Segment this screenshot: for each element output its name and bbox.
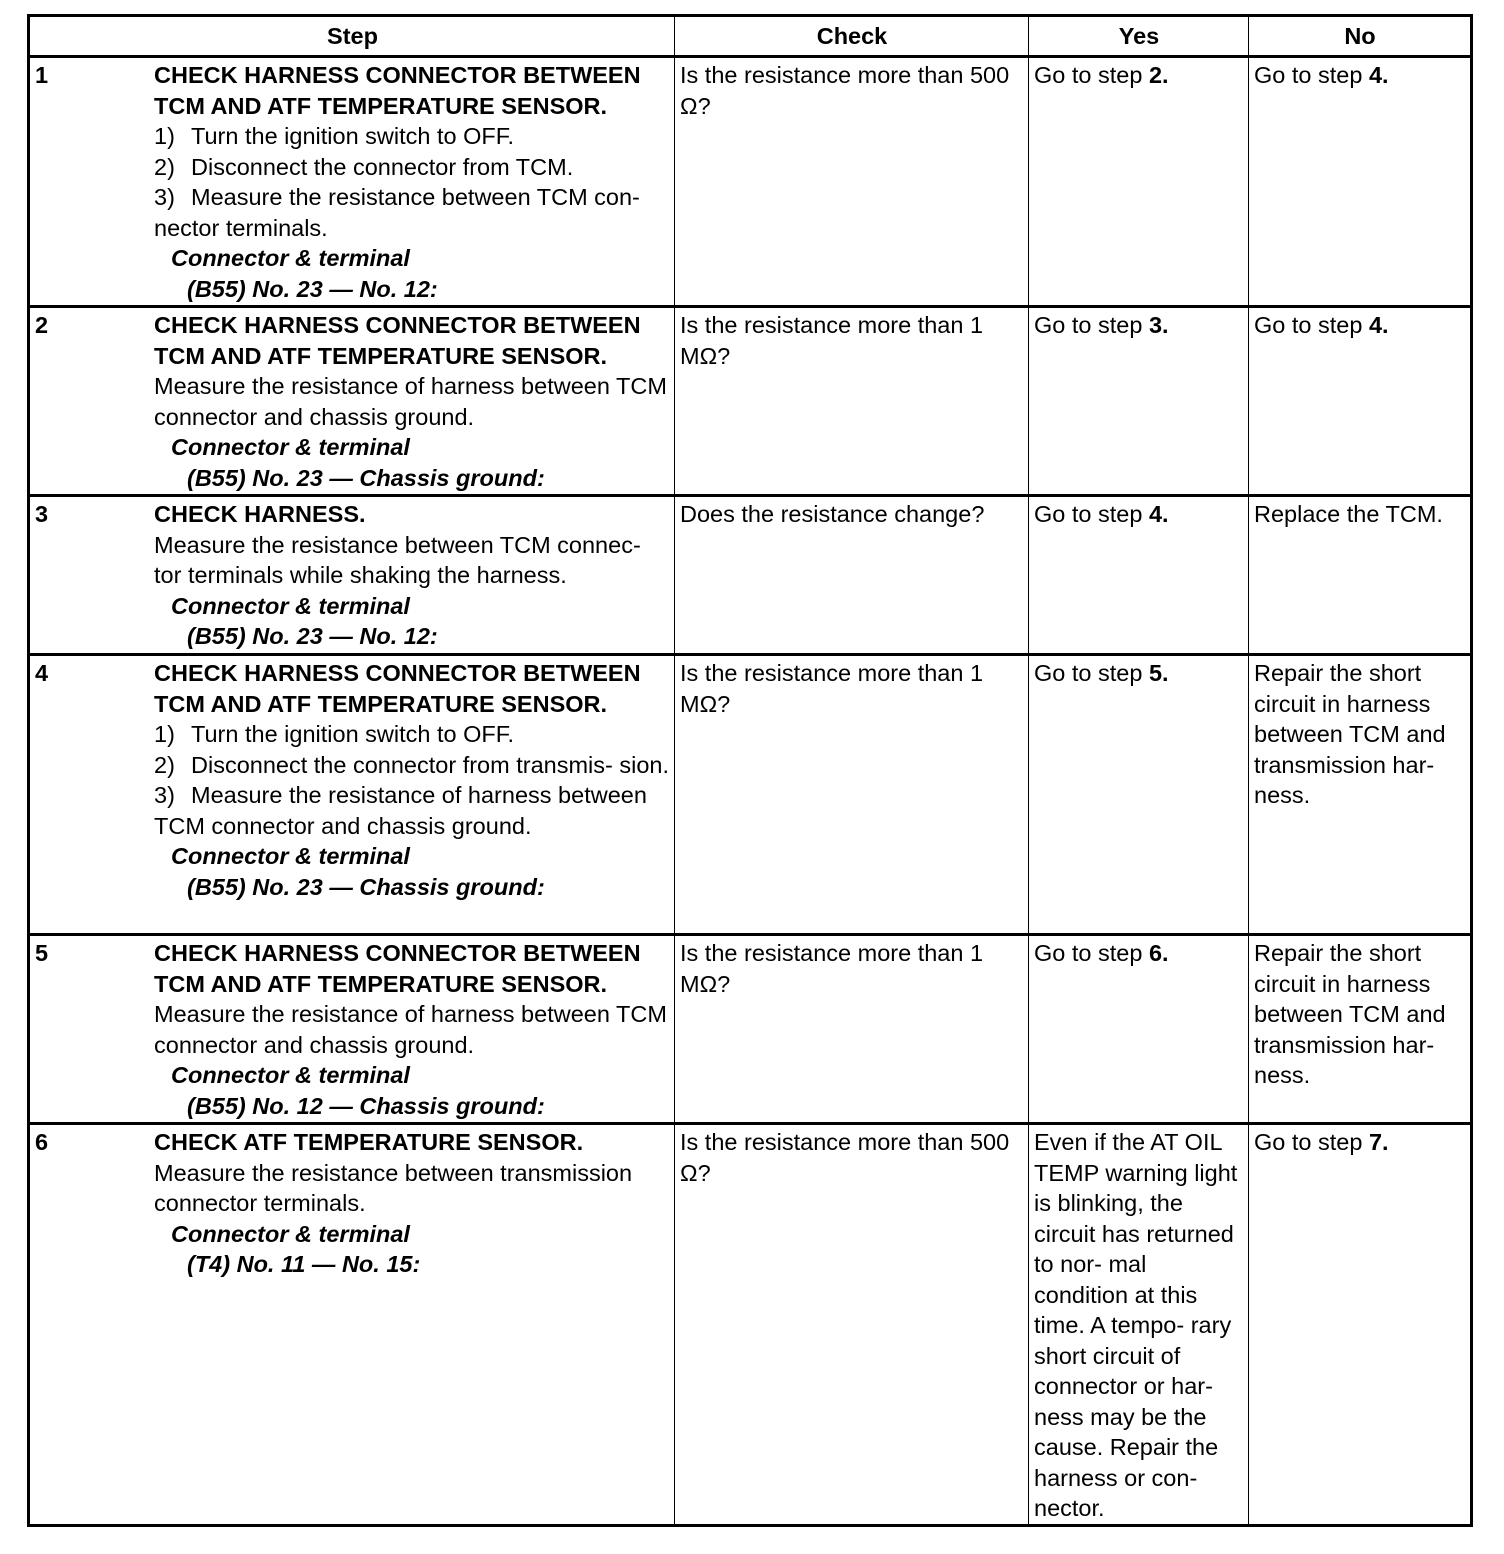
table-row xyxy=(29,307,1472,496)
table-row xyxy=(29,655,1472,935)
connector-label: Connector & terminal xyxy=(171,434,410,460)
yes-cell: Even if the AT OIL TEMP warning light is blinking, the circuit has returned to nor- mal condition at this time. A tempo- rary short circuit of connector or har- ness may be the cause. Repair the harness or con- nector. xyxy=(1029,1124,1249,1526)
substep: 1) Turn the ignition switch to OFF. xyxy=(154,721,515,747)
connector-label: Connector & terminal xyxy=(171,592,410,619)
header-check: Check xyxy=(675,16,1029,57)
step-content xyxy=(154,658,670,902)
step-content xyxy=(154,1127,670,1280)
no-cell: Go to step 4. xyxy=(1249,57,1472,307)
substep: 1) Turn the ignition switch to OFF. xyxy=(154,123,515,149)
substep: 3) Measure the resistance between TCM con- nector terminals. xyxy=(154,184,640,241)
no-cell: Repair the short circuit in harness between TCM and transmission har- ness. xyxy=(1249,655,1472,935)
step-number: 4 xyxy=(35,660,49,686)
table-row xyxy=(29,57,1472,307)
yes-cell: Go to step 2. xyxy=(1029,57,1249,307)
check-cell: Is the resistance more than 1 MΩ? xyxy=(675,307,1029,496)
step-number: 1 xyxy=(35,62,49,88)
step-content xyxy=(154,60,670,304)
header-no: No xyxy=(1249,16,1472,57)
substep: 3) Measure the resistance of harness between TCM connector and chassis ground. xyxy=(154,782,647,839)
step-content xyxy=(154,938,670,1121)
step-title: CHECK HARNESS CONNECTOR BETWEEN TCM AND ATF TEMPERATURE SENSOR. xyxy=(154,660,641,717)
yes-cell: Go to step 5. xyxy=(1029,655,1249,935)
step-text: Measure the resistance between transmission connector terminals. xyxy=(154,1159,633,1216)
substep: 2) Disconnect the connector from TCM. xyxy=(154,153,574,180)
diagnostic-table xyxy=(27,14,1473,1527)
step-cell xyxy=(29,1124,675,1526)
step-title: CHECK HARNESS. xyxy=(154,501,366,527)
step-cell xyxy=(29,307,675,496)
header-yes: Yes xyxy=(1029,16,1249,57)
check-cell: Is the resistance more than 500 Ω? xyxy=(675,1124,1029,1526)
no-cell: Repair the short circuit in harness between TCM and transmission har- ness. xyxy=(1249,935,1472,1124)
table-row xyxy=(29,496,1472,655)
header-row xyxy=(29,16,1472,57)
connector-value: (B55) No. 23 — No. 12: xyxy=(187,623,438,649)
step-number: 5 xyxy=(35,940,49,966)
step-title: CHECK HARNESS CONNECTOR BETWEEN TCM AND ATF TEMPERATURE SENSOR. xyxy=(154,940,641,997)
yes-cell: Go to step 6. xyxy=(1029,935,1249,1124)
yes-cell: Go to step 3. xyxy=(1029,307,1249,496)
table-row xyxy=(29,935,1472,1124)
step-title: CHECK ATF TEMPERATURE SENSOR. xyxy=(154,1129,584,1155)
step-cell xyxy=(29,496,675,655)
table-row xyxy=(29,1124,1472,1526)
connector-value: (B55) No. 23 — Chassis ground: xyxy=(187,873,545,900)
yes-cell: Go to step 4. xyxy=(1029,496,1249,655)
step-text: Measure the resistance of harness between TCM connector and chassis ground. xyxy=(154,373,667,430)
header-step: Step xyxy=(29,16,675,57)
no-cell: Go to step 4. xyxy=(1249,307,1472,496)
step-content xyxy=(154,499,670,652)
step-text: Measure the resistance of harness between TCM connector and chassis ground. xyxy=(154,1001,667,1058)
step-content xyxy=(154,310,670,493)
connector-value: (T4) No. 11 — No. 15: xyxy=(187,1251,421,1277)
step-title: CHECK HARNESS CONNECTOR BETWEEN TCM AND ATF TEMPERATURE SENSOR. xyxy=(154,62,641,119)
substep: 2) Disconnect the connector from transmis- sion. xyxy=(154,751,670,778)
connector-label: Connector & terminal xyxy=(171,1220,410,1247)
connector-value: (B55) No. 12 — Chassis ground: xyxy=(187,1092,545,1119)
no-cell: Go to step 7. xyxy=(1249,1124,1472,1526)
step-cell xyxy=(29,57,675,307)
step-cell xyxy=(29,935,675,1124)
step-text: Measure the resistance between TCM connec- tor terminals while shaking the harness. xyxy=(154,531,641,588)
check-cell: Does the resistance change? xyxy=(675,496,1029,655)
no-cell: Replace the TCM. xyxy=(1249,496,1472,655)
step-title: CHECK HARNESS CONNECTOR BETWEEN TCM AND ATF TEMPERATURE SENSOR. xyxy=(154,312,641,369)
connector-label: Connector & terminal xyxy=(171,1062,410,1088)
check-cell: Is the resistance more than 1 MΩ? xyxy=(675,935,1029,1124)
step-cell xyxy=(29,655,675,935)
step-number: 3 xyxy=(35,501,49,527)
check-cell: Is the resistance more than 500 Ω? xyxy=(675,57,1029,307)
connector-value: (B55) No. 23 — Chassis ground: xyxy=(187,464,545,491)
check-cell: Is the resistance more than 1 MΩ? xyxy=(675,655,1029,935)
connector-value: (B55) No. 23 — No. 12: xyxy=(187,275,438,302)
connector-label: Connector & terminal xyxy=(171,245,410,271)
step-number: 2 xyxy=(35,312,49,338)
connector-label: Connector & terminal xyxy=(171,843,410,869)
step-number: 6 xyxy=(35,1129,49,1155)
